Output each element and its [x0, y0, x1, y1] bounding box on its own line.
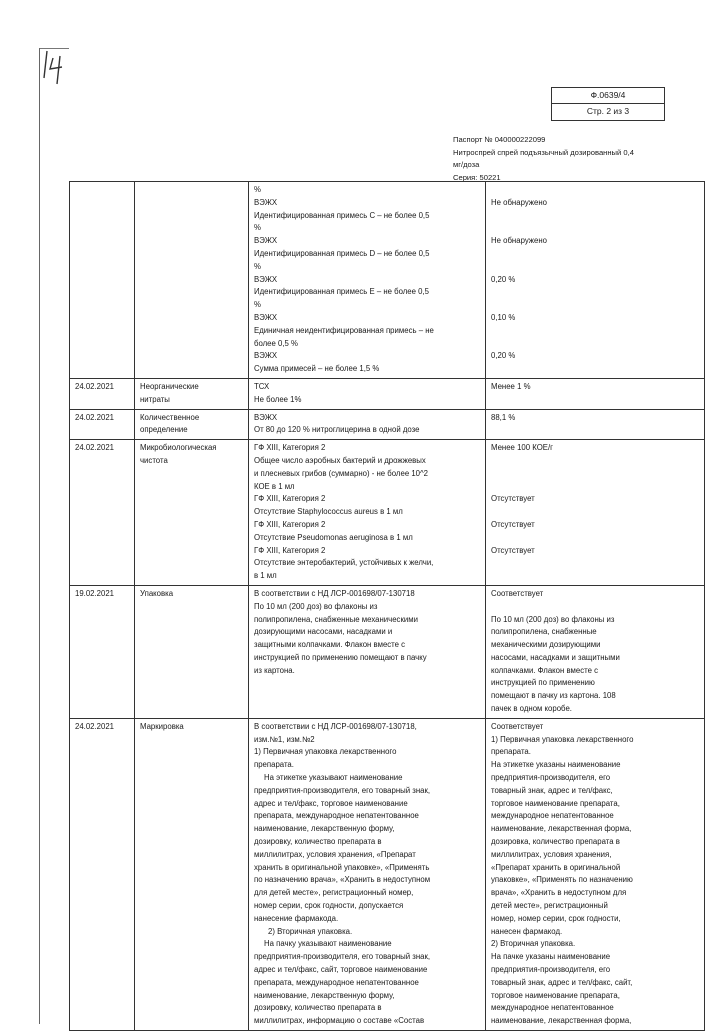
passport-header — [453, 134, 683, 184]
cell-requirement — [249, 718, 486, 1030]
req-line: дозирующими насосами, насадками и — [254, 627, 393, 637]
req-line: более 0,5 % — [254, 338, 298, 348]
cell-result — [486, 718, 705, 1030]
req-line: адрес и тел/факс, сайт, торговое наименование — [254, 965, 428, 975]
req-line: нанесение фармакода. — [254, 913, 339, 923]
cell-result: 88,1 % — [486, 409, 705, 440]
req-line: ВЭЖХ — [254, 412, 278, 422]
result-line: пачек в одном коробе. — [491, 704, 572, 714]
result-line: врача», «Хранить в недоступном для — [491, 888, 627, 898]
req-line: % — [254, 261, 261, 271]
cell-date: 24.02.2021 — [70, 440, 135, 586]
margin-left-line — [39, 48, 40, 1024]
cell-result: Менее 1 % — [486, 378, 705, 409]
table-row-marking — [70, 718, 705, 1030]
result-line: нанесен фармакод. — [491, 926, 563, 936]
req-line: хранить в оригинальной упаковке», «Применять — [254, 862, 430, 872]
req-line: % — [254, 185, 261, 194]
form-code: Ф.0639/4 — [552, 88, 664, 104]
cell-requirement — [249, 409, 486, 440]
req-line: препарата. — [254, 760, 294, 770]
req-line: предприятия-производителя, его товарный знак, — [254, 785, 431, 795]
req-line: ВЭЖХ — [254, 351, 278, 361]
req-line: миллилитрах, информацию о составе «Состав — [254, 1016, 425, 1026]
result-line: Отсутствует — [491, 519, 535, 529]
result-line: 0,10 % — [491, 312, 516, 322]
result-line: механическими дозирующими — [491, 640, 601, 650]
cell-date: 24.02.2021 — [70, 378, 135, 409]
req-line: % — [254, 300, 261, 310]
req-line: 2) Вторичная упаковка. — [268, 926, 353, 936]
page-indicator: Стр. 2 из 3 — [586, 106, 630, 116]
cell-date: 19.02.2021 — [70, 585, 135, 718]
req-line: наименование, лекарственную форму, — [254, 990, 395, 1000]
req-line: Не более 1% — [254, 394, 302, 404]
cell-requirement — [249, 182, 486, 379]
cell-name — [135, 440, 249, 586]
result-line: международное непатентованное — [491, 811, 614, 821]
result-line: помещают в пачку из картона. 108 — [491, 691, 616, 701]
cell-name — [135, 378, 249, 409]
form-code-box — [551, 87, 665, 121]
result-line: 0,20 % — [491, 274, 516, 284]
cell-name — [135, 409, 249, 440]
table-row-quantity — [70, 409, 705, 440]
req-line: дозировку, количество препарата в — [254, 1003, 382, 1013]
req-line: 1) Первичная упаковка лекарственного — [254, 747, 397, 757]
cell-name — [135, 182, 249, 379]
req-line: адрес и тел/факс, торговое наименование — [254, 798, 408, 808]
result-line: 1) Первичная упаковка лекарственного — [491, 734, 634, 744]
req-line: ГФ XIII, Категория 2 — [254, 494, 326, 504]
req-line: ВЭЖХ — [254, 312, 278, 322]
result-line: На этикетке указаны наименование — [491, 760, 621, 770]
cell-date: 24.02.2021 — [70, 718, 135, 1030]
req-line: Отсутствие энтеробактерий, устойчивых к желчи, — [254, 558, 434, 568]
result-line: предприятия-производителя, его — [491, 965, 611, 975]
req-line: номер серии, срок годности, допускается — [254, 901, 404, 911]
cell-requirement — [249, 378, 486, 409]
result-line: полипропилена, снабженные — [491, 627, 597, 637]
result-line: товарный знак, адрес и тел/факс, — [491, 785, 613, 795]
result-line: 0,20 % — [491, 351, 516, 361]
req-line: по назначению врача», «Хранить в недоступном — [254, 875, 431, 885]
result-line: наименование, лекарственная форма, — [491, 1016, 632, 1026]
cell-name: Маркировка — [135, 718, 249, 1030]
name-line: нитраты — [140, 394, 170, 404]
analysis-table — [69, 181, 705, 1031]
result-line: Отсутствует — [491, 494, 535, 504]
req-line: В соответствии с НД ЛСР-001698/07-130718 — [254, 588, 415, 598]
req-line: препарата, международное непатентованное — [254, 811, 419, 821]
result-line: Не обнаружено — [491, 197, 548, 207]
result-line: Не обнаружено — [491, 236, 548, 246]
result-line: На пачке указаны наименование — [491, 952, 611, 962]
cell-name: Упаковка — [135, 585, 249, 718]
req-line: % — [254, 223, 261, 233]
req-line: наименование, лекарственную форму, — [254, 824, 395, 834]
req-line: в 1 мл — [254, 571, 277, 581]
table-row-impurities — [70, 182, 705, 379]
passport-line: Серия: 50221 — [453, 172, 501, 182]
name-line: Микробиологическая — [140, 443, 217, 453]
req-line: КОЕ в 1 мл — [254, 481, 295, 491]
result-line: Отсутствует — [491, 545, 535, 555]
req-line: защитными колпачками. Флакон вместе с — [254, 640, 406, 650]
result-line: товарный знак, адрес и тел/факс, сайт, — [491, 977, 633, 987]
req-line: ГФ XIII, Категория 2 — [254, 545, 326, 555]
result-line: По 10 мл (200 доз) во флаконы из — [491, 614, 615, 624]
margin-top-line — [39, 48, 69, 49]
passport-line: Нитроспрей спрей подъязычный дозированный 0,4 — [453, 147, 634, 157]
result-line: инструкцией по применению — [491, 678, 595, 688]
result-line: 2) Вторичная упаковка. — [491, 939, 576, 949]
result-line: дозировка, количество препарата в — [491, 837, 620, 847]
cell-date — [70, 182, 135, 379]
req-line: инструкцией по применению помещают в пачку — [254, 652, 427, 662]
req-line: предприятия-производителя, его товарный знак, — [254, 952, 431, 962]
cell-result — [486, 585, 705, 718]
result-line: международное непатентованное — [491, 1003, 614, 1013]
cell-result — [486, 182, 705, 379]
req-line: Сумма примесей – не более 1,5 % — [254, 364, 380, 374]
result-line: упаковке», «Применять по назначению — [491, 875, 633, 885]
req-line: ВЭЖХ — [254, 274, 278, 284]
handwritten-page-number — [40, 48, 70, 88]
req-line: ВЭЖХ — [254, 236, 278, 246]
req-line: Единичная неидентифицированная примесь – не — [254, 325, 434, 335]
result-line: «Препарат хранить в оригинальной — [491, 862, 621, 872]
req-line: Идентифицированная примесь D – не более 0,5 — [254, 248, 430, 258]
result-line: Соответствует — [491, 721, 544, 731]
passport-line: Паспорт № 040000222099 — [453, 135, 546, 144]
req-line: изм.№1, изм.№2 — [254, 734, 315, 744]
passport-line: мг/доза — [453, 160, 480, 170]
req-line: Идентифицированная примесь Е – не более 0,5 — [254, 287, 429, 297]
result-line: торговое наименование препарата, — [491, 990, 620, 1000]
req-line: миллилитрах, условия хранения, «Препарат — [254, 849, 416, 859]
req-line: ГФ XIII, Категория 2 — [254, 443, 326, 453]
name-line: Количественное — [140, 412, 200, 422]
req-line: Общее число аэробных бактерий и дрожжевых — [254, 455, 426, 465]
result-line: торговое наименование препарата, — [491, 798, 620, 808]
req-line: препарата, международное непатентованное — [254, 977, 419, 987]
name-line: Неорганические — [140, 381, 199, 391]
name-line: определение — [140, 425, 188, 435]
cell-result — [486, 440, 705, 586]
req-line: От 80 до 120 % нитроглицерина в одной дозе — [254, 425, 420, 435]
req-line: из картона. — [254, 665, 295, 675]
result-line: предприятия-производителя, его — [491, 773, 611, 783]
cell-requirement — [249, 585, 486, 718]
req-line: ГФ XIII, Категория 2 — [254, 519, 326, 529]
result-line: препарата. — [491, 747, 531, 757]
req-line: На этикетке указывают наименование — [264, 773, 403, 783]
req-line: ТСХ — [254, 381, 270, 391]
table-row-packaging — [70, 585, 705, 718]
req-line: и плесневых грибов (суммарно) - не более 10^2 — [254, 468, 428, 478]
req-line: Отсутствие Staphylococcus aureus в 1 мл — [254, 507, 403, 517]
req-line: Идентифицированная примесь С – не более 0,5 — [254, 210, 430, 220]
req-line: На пачку указывают наименование — [264, 939, 392, 949]
result-line: номер, номер серии, срок годности, — [491, 913, 621, 923]
req-line: полипропилена, снабженные механическими — [254, 614, 418, 624]
result-line: детей месте», регистрационный — [491, 901, 608, 911]
result-line: миллилитрах, условия хранения, — [491, 849, 612, 859]
cell-requirement — [249, 440, 486, 586]
req-line: Отсутствие Pseudomonas aeruginosa в 1 мл — [254, 532, 413, 542]
req-line: ВЭЖХ — [254, 197, 278, 207]
req-line: В соответствии с НД ЛСР-001698/07-130718, — [254, 721, 417, 731]
req-line: дозировку, количество препарата в — [254, 837, 382, 847]
req-line: По 10 мл (200 доз) во флаконы из — [254, 601, 378, 611]
result-line: наименование, лекарственная форма, — [491, 824, 632, 834]
name-line: чистота — [140, 455, 168, 465]
result-line: Соответствует — [491, 588, 544, 598]
table-row-micro — [70, 440, 705, 586]
result-line: насосами, насадками и защитными — [491, 652, 620, 662]
req-line: для детей месте», регистрационный номер, — [254, 888, 414, 898]
table-row-nitrates — [70, 378, 705, 409]
result-line: Менее 100 КОЕ/г — [491, 443, 553, 453]
result-line: колпачками. Флакон вместе с — [491, 665, 599, 675]
cell-date: 24.02.2021 — [70, 409, 135, 440]
